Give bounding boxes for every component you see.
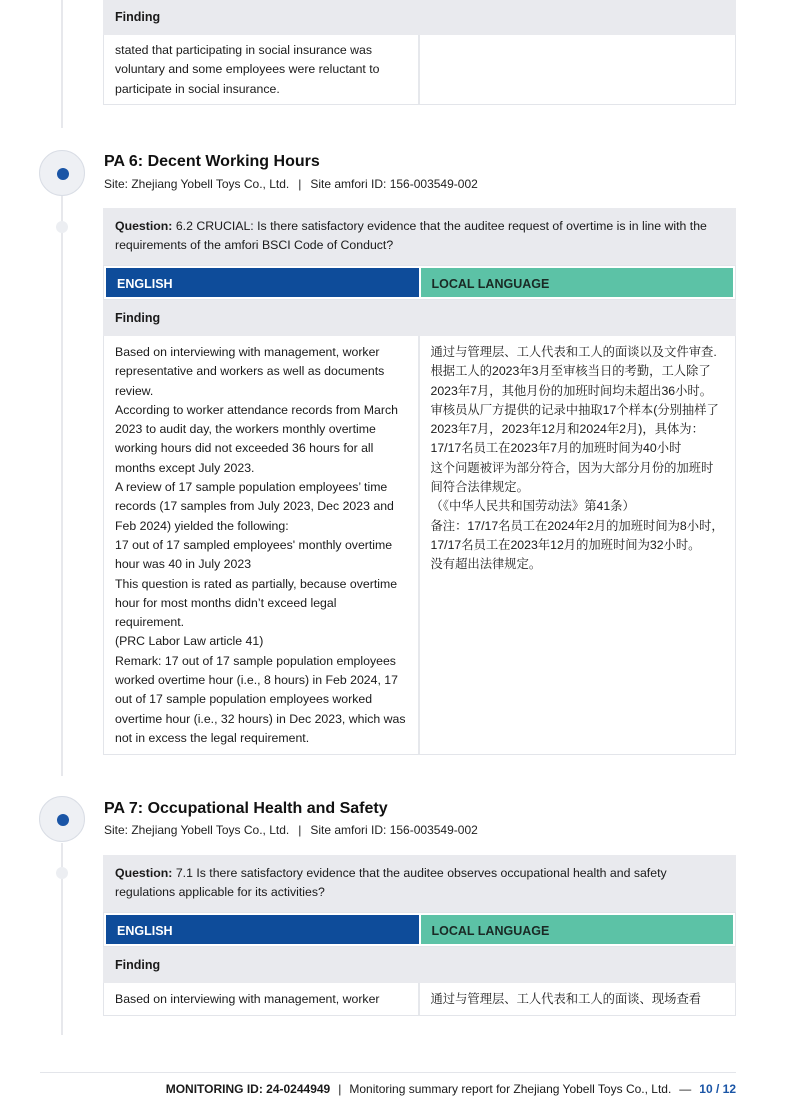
marker-dot xyxy=(57,814,69,826)
finding-paragraph: A review of 17 sample population employees’ time records (17 samples from July 2023, Dec 2023 and Feb 2024) yielded the following: xyxy=(115,480,394,533)
pa7-title: PA 7: Occupational Health and Safety xyxy=(104,800,388,817)
pa6-title: PA 6: Decent Working Hours xyxy=(104,153,320,170)
finding-paragraph: 17/17名员工在2023年7月的加班时间为40小时 xyxy=(430,441,682,456)
pa7-question-block xyxy=(103,855,736,1016)
finding-paragraph: Based on interviewing with management, worker representative and workers as well as documents review. xyxy=(115,345,385,398)
finding-local xyxy=(420,35,736,104)
finding-english xyxy=(104,983,420,1015)
finding-label: Finding xyxy=(103,300,736,336)
site-id: Site amfori ID: 156-003549-002 xyxy=(310,823,478,837)
separator: | xyxy=(298,177,302,191)
finding-english xyxy=(104,35,420,104)
question-box xyxy=(103,208,736,265)
finding-cells xyxy=(103,336,736,755)
finding-paragraph: Based on interviewing with management, worker xyxy=(115,992,380,1006)
finding-paragraph: Remark: 17 out of 17 sample population employees worked overtime hour (i.e., 8 hours) in Feb 2024, 17 out of 17 sample population employees worked overtime hour (i.e., 32 hours) in Dec 2023, which was not in excess the legal requirement. xyxy=(115,653,406,745)
finding-local xyxy=(420,336,736,754)
marker-dot xyxy=(57,168,69,180)
site-name: Site: Zhejiang Yobell Toys Co., Ltd. xyxy=(104,177,290,191)
timeline-dot xyxy=(56,221,68,233)
english-header: ENGLISH xyxy=(104,266,420,299)
english-header: ENGLISH xyxy=(104,913,420,946)
pa5-finding-block xyxy=(103,0,736,105)
pa6-site xyxy=(104,177,478,191)
finding-paragraph: （《中华人民共和国劳动法》第41条） xyxy=(430,499,635,514)
page-number: 10 / 12 xyxy=(699,1082,736,1096)
finding-paragraph: 通过与管理层、工人代表和工人的面谈以及文件审查. xyxy=(430,345,717,359)
finding-cells xyxy=(103,983,736,1016)
question-label: Question: xyxy=(115,219,173,233)
section-marker-pa6 xyxy=(39,150,85,196)
finding-paragraph: 没有超出法律规定。 xyxy=(430,557,542,572)
finding-paragraph: This question is rated as partially, because overtime hour for most months didn’t exceed legal requirement. xyxy=(115,576,398,630)
finding-line: voluntary and some employees were reluctant to xyxy=(115,62,380,77)
language-header xyxy=(103,265,736,300)
finding-paragraph: 审核员从厂方提供的记录中抽取17个样本(分别抽样了2023年7月，2023年12月和2024年2月)，具体为： xyxy=(430,402,719,437)
timeline-line xyxy=(61,196,63,776)
pa7-site xyxy=(104,823,478,837)
finding-paragraph: 这个问题被评为部分符合，因为大部分月份的加班时间符合法律规定。 xyxy=(430,460,714,495)
separator: | xyxy=(298,823,302,837)
question-box xyxy=(103,855,736,912)
question-text: 6.2 CRUCIAL: Is there satisfactory evidence that the auditee request of overtime is in line with the requirements of the amfori BSCI Code of Conduct? xyxy=(115,219,707,252)
footer-divider xyxy=(40,1072,736,1073)
local-language-header: LOCAL LANGUAGE xyxy=(420,913,736,946)
finding-paragraph: 17 out of 17 sampled employees' monthly overtime hour was 40 in July 2023 xyxy=(115,537,393,572)
report-title: Monitoring summary report for Zhejiang Yobell Toys Co., Ltd. xyxy=(349,1082,672,1096)
site-name: Site: Zhejiang Yobell Toys Co., Ltd. xyxy=(104,823,290,837)
pa6-question-block xyxy=(103,208,736,755)
monitoring-id: MONITORING ID: 24-0244949 xyxy=(165,1082,331,1096)
separator: | xyxy=(338,1082,342,1096)
section-marker-pa7 xyxy=(39,796,85,842)
finding-paragraph: According to worker attendance records from March 2023 to audit day, the workers monthly overtime working hours did not exceeded 36 hours for all months except July 2023. xyxy=(115,402,398,475)
site-id: Site amfori ID: 156-003549-002 xyxy=(310,177,478,191)
finding-label: Finding xyxy=(103,947,736,983)
question-label: Question: xyxy=(115,866,173,880)
question-text: 7.1 Is there satisfactory evidence that the auditee observes occupational health and safety regulations applicable for its activities? xyxy=(115,866,667,899)
language-header xyxy=(103,912,736,947)
timeline-line xyxy=(61,0,63,128)
page-footer xyxy=(166,1082,736,1096)
finding-paragraph: (PRC Labor Law article 41) xyxy=(115,634,264,649)
finding-paragraph: 备注：17/17名员工在2024年2月的加班时间为8小时，17/17名员工在2023年12月的加班时间为32小时。 xyxy=(430,518,724,552)
finding-line: participate in social insurance. xyxy=(115,81,280,96)
finding-label: Finding xyxy=(103,0,736,35)
timeline-dot xyxy=(56,867,68,879)
finding-paragraph: 根据工人的2023年3月至审核当日的考勤，工人除了2023年7月，其他月份的加班时间均未超出36小时。 xyxy=(430,364,713,398)
finding-line: stated that participating in social insurance was xyxy=(115,43,373,57)
finding-cells xyxy=(103,35,736,105)
finding-paragraph: 通过与管理层、工人代表和工人的面谈、现场查看 xyxy=(430,992,702,1006)
dash: — xyxy=(679,1082,692,1096)
finding-local xyxy=(420,983,736,1015)
local-language-header: LOCAL LANGUAGE xyxy=(420,266,736,299)
finding-english xyxy=(104,336,420,754)
